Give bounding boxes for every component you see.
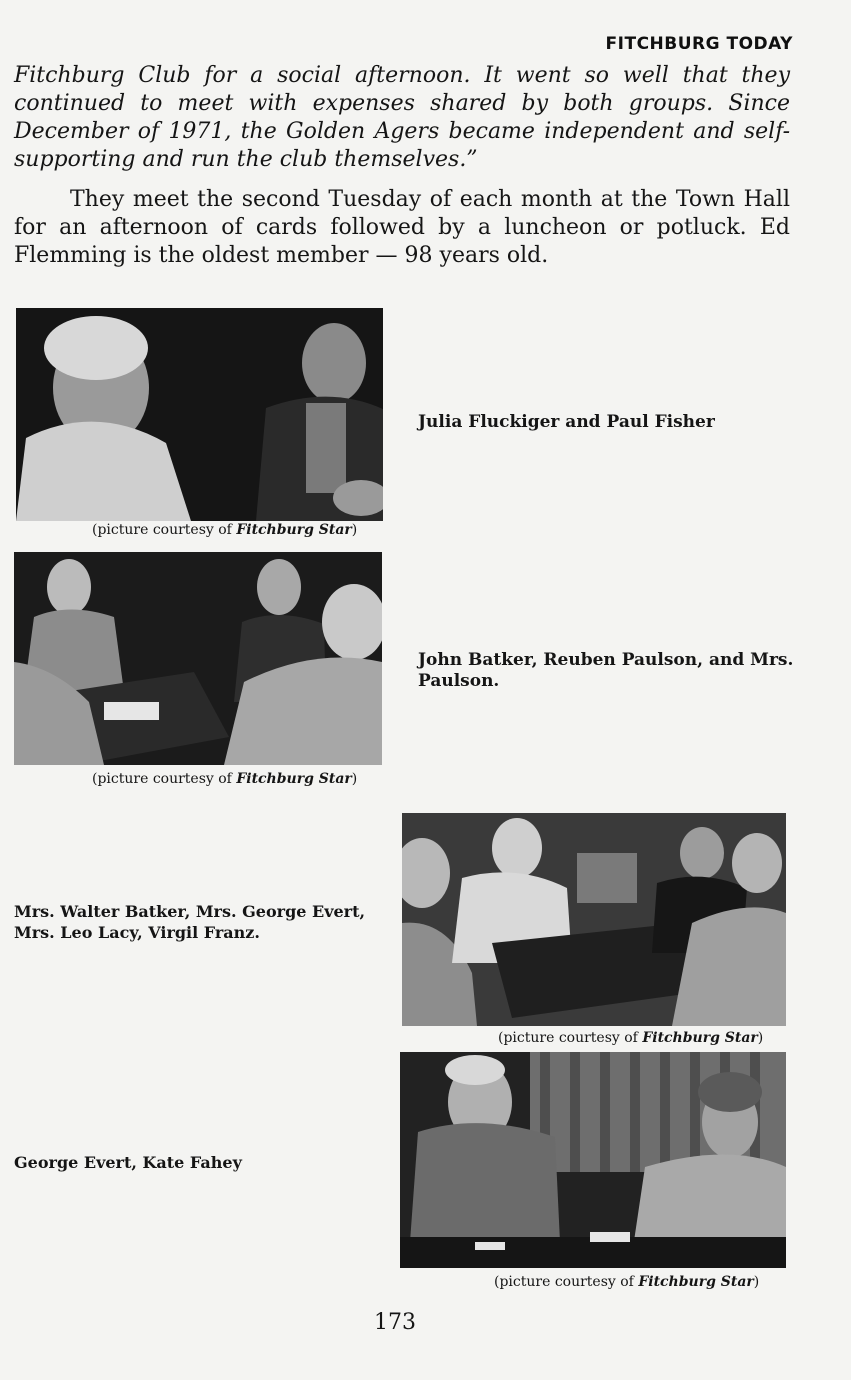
body-paragraph: They meet the second Tuesday of each month at the Town Hall for an afternoon of cards followed by a luncheon or potluck. Ed Flemming is the oldest member — 98 years old.	[14, 187, 790, 268]
intro-quote: Fitchburg Club for a social afternoon. It went so well that they continued to meet with expenses shared by both groups. Since December of 1971, the Golden Agers became independent and self-supporting and run the club themselves.”	[14, 63, 790, 172]
photo-evert-fahey	[400, 1052, 786, 1268]
running-head: FITCHBURG TODAY	[605, 34, 793, 54]
photo-caption-3: Mrs. Walter Batker, Mrs. George Evert, Mrs. Leo Lacy, Virgil Franz.	[14, 902, 366, 942]
photo-fluckiger-fisher	[16, 308, 383, 521]
photo-credit-3: (picture courtesy of Fitchburg Star)	[498, 1030, 764, 1046]
photo-batker-paulson	[14, 552, 382, 765]
photo-caption-4: George Evert, Kate Fahey	[14, 1153, 242, 1172]
photo-card-table-group	[402, 813, 786, 1026]
photo-caption-1: Julia Fluckiger and Paul Fisher	[418, 412, 715, 432]
page-number: 173	[374, 1310, 416, 1335]
photo-credit-1: (picture courtesy of Fitchburg Star)	[92, 522, 358, 538]
photo-caption-2: John Batker, Reuben Paulson, and Mrs. Paulson.	[418, 650, 794, 691]
photo-credit-2: (picture courtesy of Fitchburg Star)	[92, 771, 358, 787]
photo-credit-4: (picture courtesy of Fitchburg Star)	[494, 1274, 760, 1290]
